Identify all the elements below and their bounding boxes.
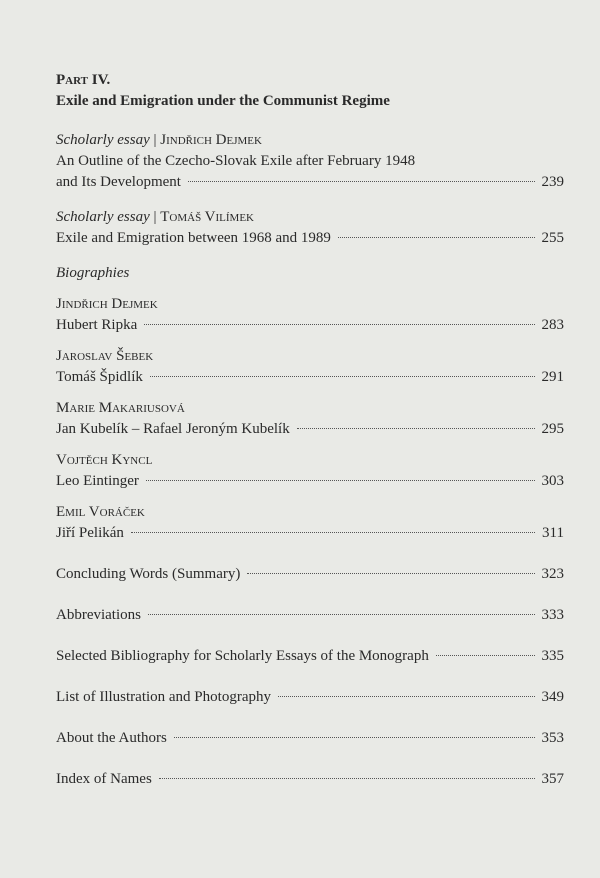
essay-entry xyxy=(56,130,564,193)
toc-page xyxy=(56,70,564,790)
page-number: 323 xyxy=(541,566,564,582)
dot-leader xyxy=(278,696,535,697)
page-number: 335 xyxy=(541,648,564,664)
biography-author: Jaroslav Šebek xyxy=(56,348,154,364)
toc-row-abbreviations[interactable] xyxy=(56,605,564,626)
page-number: 303 xyxy=(541,473,564,489)
toc-row-concluding-words[interactable] xyxy=(56,564,564,585)
toc-row-bibliography[interactable] xyxy=(56,646,564,667)
byline-separator: | xyxy=(149,132,161,148)
toc-row[interactable] xyxy=(56,315,564,336)
part-label: Part IV. xyxy=(56,72,111,88)
backmatter-title: List of Illustration and Photography xyxy=(56,689,271,705)
essay-entry xyxy=(56,207,564,249)
biography-title: Leo Eintinger xyxy=(56,473,139,489)
essay-author: Tomáš Vilímek xyxy=(160,209,254,225)
biography-title: Hubert Ripka xyxy=(56,317,138,333)
biography-title: Jan Kubelík – Rafael Jeroným Kubelík xyxy=(56,421,290,437)
toc-row[interactable] xyxy=(56,523,564,544)
essay-author: Jindřich Dejmek xyxy=(160,132,262,148)
backmatter-title: Concluding Words (Summary) xyxy=(56,566,241,582)
dot-leader xyxy=(144,324,534,325)
biography-title: Tomáš Špidlík xyxy=(56,369,143,385)
page-number: 295 xyxy=(541,421,564,437)
biographies-heading: Biographies xyxy=(56,265,130,281)
biography-title: Jiří Pelikán xyxy=(56,525,124,541)
essay-title-line: An Outline of the Czecho-Slovak Exile after February 1948 xyxy=(56,153,416,169)
toc-row[interactable] xyxy=(56,367,564,388)
dot-leader xyxy=(338,237,535,238)
dot-leader xyxy=(174,737,535,738)
page-number: 333 xyxy=(541,607,564,623)
toc-row-index[interactable] xyxy=(56,769,564,790)
toc-row[interactable] xyxy=(56,228,564,249)
backmatter-title: Index of Names xyxy=(56,771,152,787)
part-title: Exile and Emigration under the Communist Regime xyxy=(56,93,390,109)
dot-leader xyxy=(150,376,535,377)
page-number: 357 xyxy=(541,771,564,787)
dot-leader xyxy=(247,573,534,574)
page-number: 291 xyxy=(541,369,564,385)
page-number: 239 xyxy=(541,174,564,190)
page-number: 353 xyxy=(541,730,564,746)
page-number: 349 xyxy=(541,689,564,705)
part-heading xyxy=(56,70,564,112)
dot-leader xyxy=(188,181,535,182)
essay-title-line: and Its Development xyxy=(56,174,181,190)
backmatter-title: Abbreviations xyxy=(56,607,141,623)
byline-separator: | xyxy=(149,209,161,225)
biography-entry xyxy=(56,450,564,492)
biography-author: Jindřich Dejmek xyxy=(56,296,158,312)
dot-leader xyxy=(436,655,535,656)
biography-author: Marie Makariusová xyxy=(56,400,185,416)
dot-leader xyxy=(146,480,535,481)
dot-leader xyxy=(131,532,535,533)
backmatter-title: Selected Bibliography for Scholarly Essays of the Monograph xyxy=(56,648,429,664)
essay-kind: Scholarly essay xyxy=(56,209,150,225)
toc-row-about-authors[interactable] xyxy=(56,728,564,749)
biography-entry xyxy=(56,294,564,336)
essay-title: Exile and Emigration between 1968 and 1989 xyxy=(56,230,331,246)
toc-row[interactable] xyxy=(56,419,564,440)
page-number: 311 xyxy=(542,525,564,541)
biography-entry xyxy=(56,398,564,440)
essay-byline xyxy=(56,207,564,228)
backmatter-title: About the Authors xyxy=(56,730,167,746)
dot-leader xyxy=(148,614,535,615)
biography-author: Emil Voráček xyxy=(56,504,145,520)
biography-author: Vojtěch Kyncl xyxy=(56,452,153,468)
biography-entry xyxy=(56,346,564,388)
dot-leader xyxy=(159,778,535,779)
biography-entry xyxy=(56,502,564,544)
dot-leader xyxy=(297,428,535,429)
page-number: 255 xyxy=(541,230,564,246)
toc-row[interactable] xyxy=(56,172,564,193)
toc-row-illustrations[interactable] xyxy=(56,687,564,708)
toc-row[interactable] xyxy=(56,471,564,492)
page-number: 283 xyxy=(541,317,564,333)
essay-kind: Scholarly essay xyxy=(56,132,150,148)
essay-byline xyxy=(56,130,564,151)
